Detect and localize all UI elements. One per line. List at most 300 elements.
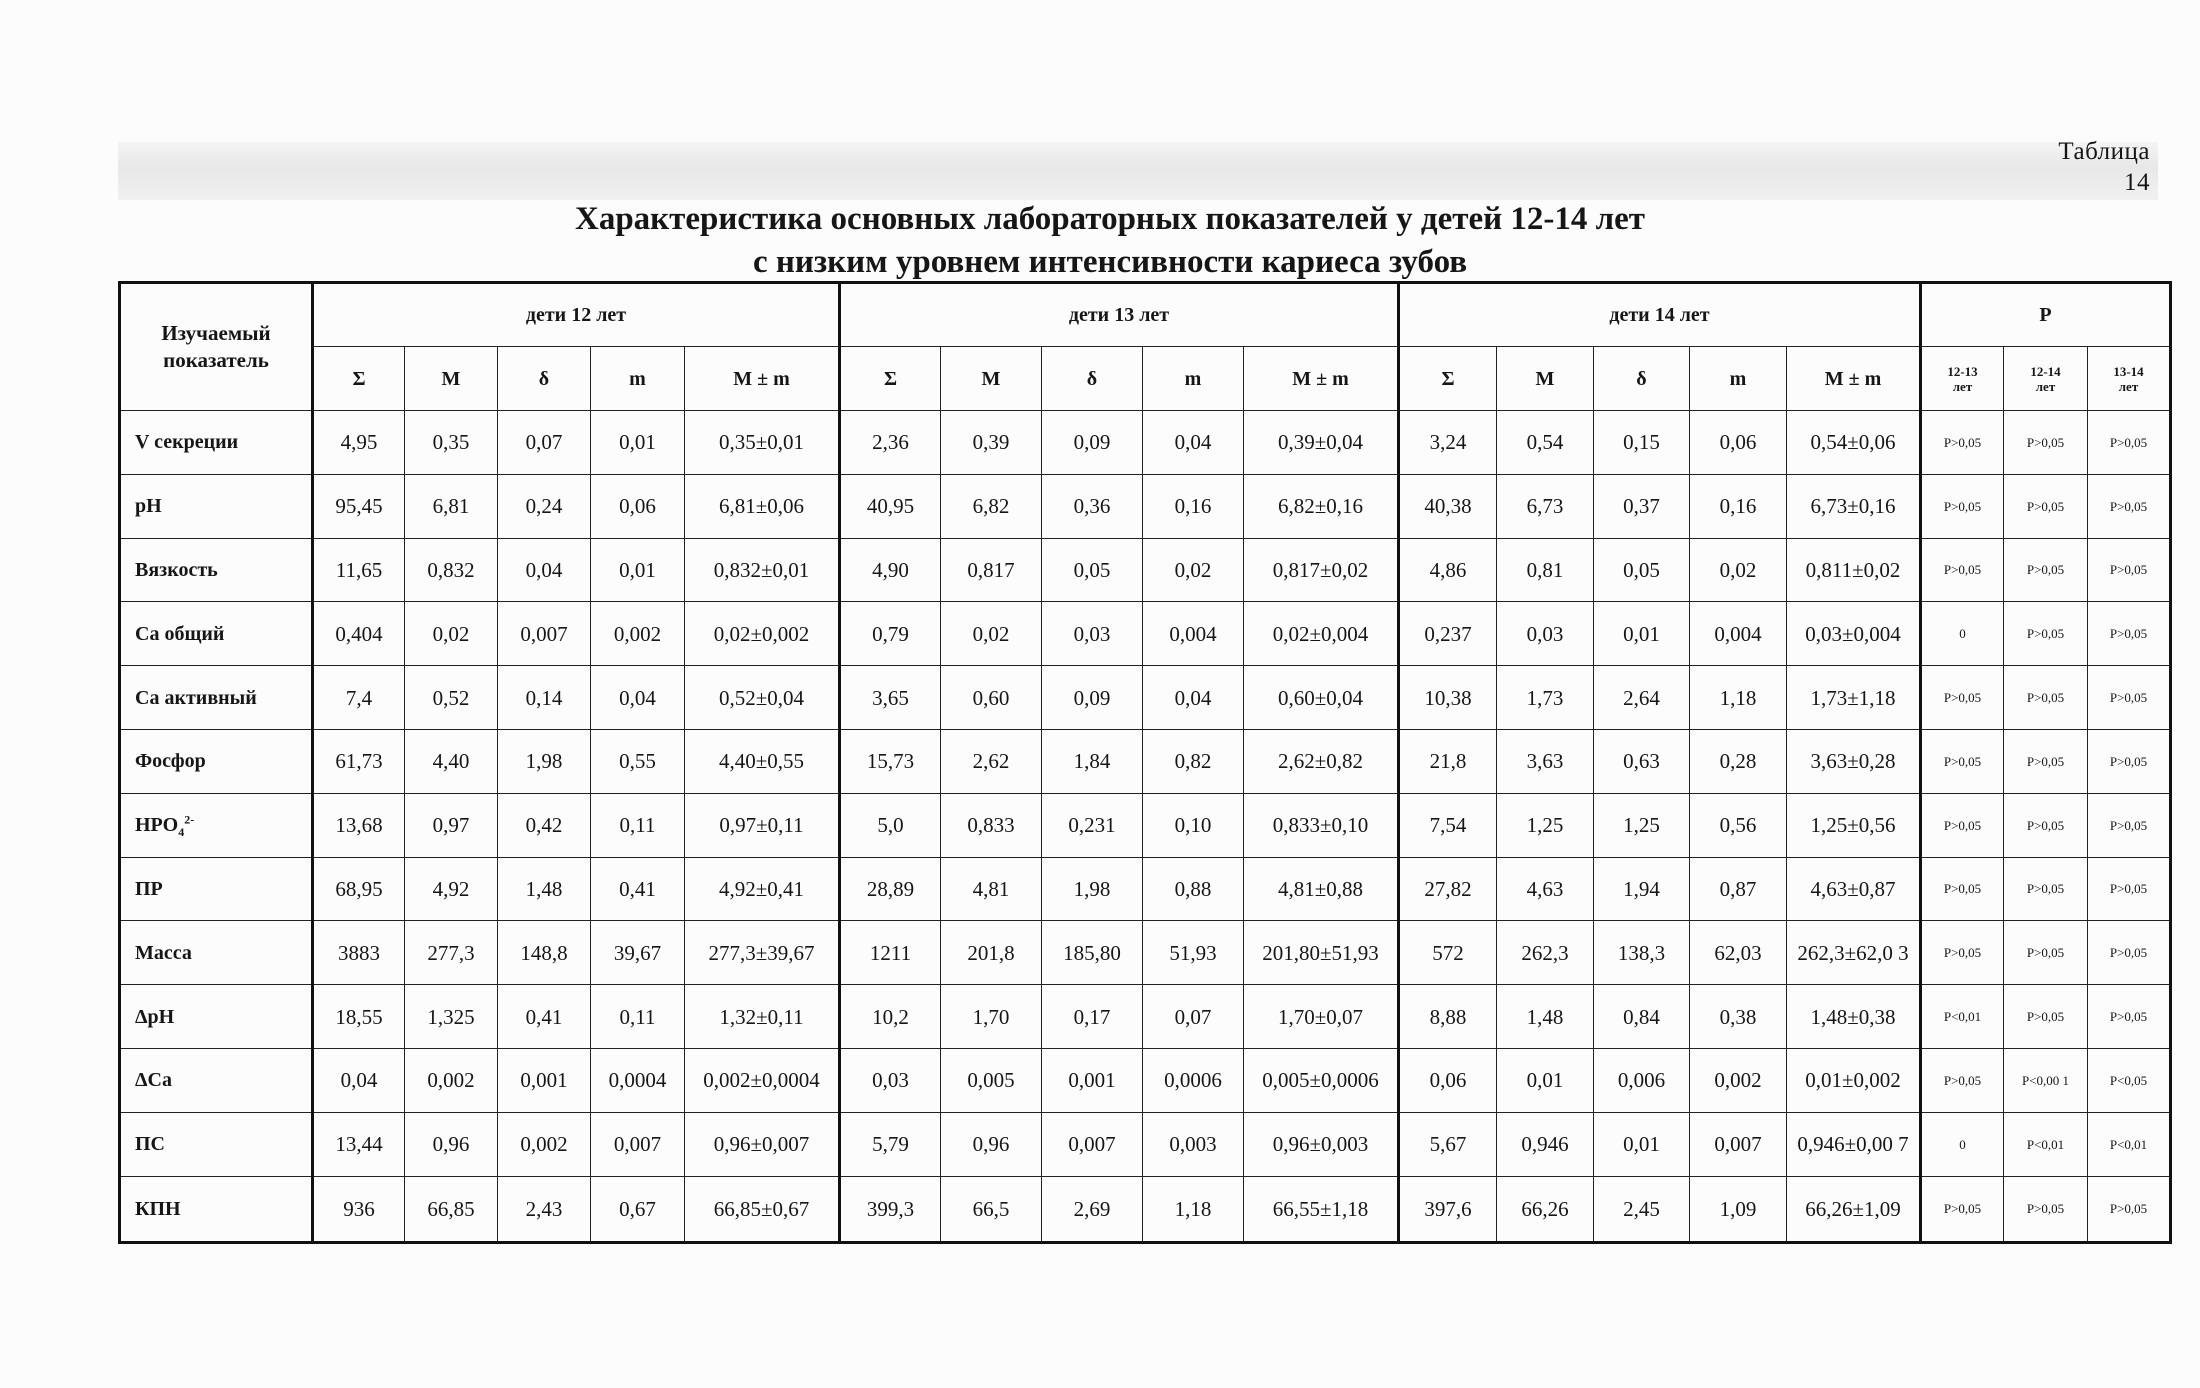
cell-p-12-13: 0 — [1921, 602, 2004, 666]
cell-age-13-m: 0,16 — [1143, 474, 1244, 538]
cell-age-14-sum: 5,67 — [1399, 1112, 1497, 1176]
row-indicator-name: ΔСа — [120, 1048, 313, 1112]
cell-age-13-mean: 0,005 — [941, 1048, 1042, 1112]
cell-p-12-14: P>0,05 — [2004, 857, 2088, 921]
cell-p-12-14: P>0,05 — [2004, 666, 2088, 730]
cell-age-12-m: 0,11 — [591, 985, 685, 1049]
cell-age-12-sum: 13,44 — [313, 1112, 405, 1176]
cell-age-12-sum: 13,68 — [313, 793, 405, 857]
cell-age-14-mean: 3,63 — [1497, 729, 1594, 793]
cell-age-12-mean: 6,81 — [405, 474, 498, 538]
cell-age-14-sum: 0,237 — [1399, 602, 1497, 666]
cell-age-12-sum: 936 — [313, 1176, 405, 1242]
table-row — [120, 602, 2171, 666]
cell-age-14-sd: 0,15 — [1594, 411, 1690, 475]
cell-p-12-14: P>0,05 — [2004, 474, 2088, 538]
cell-age-13-mpm: 4,81±0,88 — [1244, 857, 1399, 921]
header-row-groups — [120, 283, 2171, 347]
cell-age-12-m: 0,41 — [591, 857, 685, 921]
cell-age-12-mean: 0,97 — [405, 793, 498, 857]
cell-p-13-14: P>0,05 — [2088, 729, 2171, 793]
cell-age-12-mpm: 1,32±0,11 — [685, 985, 840, 1049]
cell-age-13-sd: 0,03 — [1042, 602, 1143, 666]
cell-age-14-mean: 0,01 — [1497, 1048, 1594, 1112]
cell-age-13-mpm: 0,39±0,04 — [1244, 411, 1399, 475]
cell-age-12-sum: 18,55 — [313, 985, 405, 1049]
cell-p-12-13: P>0,05 — [1921, 793, 2004, 857]
cell-age-14-mean: 0,81 — [1497, 538, 1594, 602]
cell-age-13-m: 0,04 — [1143, 666, 1244, 730]
header-stat-sum: Σ — [840, 347, 941, 411]
cell-age-14-mean: 262,3 — [1497, 921, 1594, 985]
table-row — [120, 474, 2171, 538]
cell-age-14-mpm: 262,3±62,0 3 — [1787, 921, 1921, 985]
cell-age-13-sum: 4,90 — [840, 538, 941, 602]
cell-age-14-mpm: 3,63±0,28 — [1787, 729, 1921, 793]
cell-age-12-mean: 0,002 — [405, 1048, 498, 1112]
cell-age-12-mpm: 4,40±0,55 — [685, 729, 840, 793]
cell-age-12-sum: 0,04 — [313, 1048, 405, 1112]
cell-age-14-m: 0,38 — [1690, 985, 1787, 1049]
header-stat-mean: М — [405, 347, 498, 411]
cell-p-12-14: P>0,05 — [2004, 1176, 2088, 1242]
header-p-12-14-range: 12-14 — [2030, 363, 2061, 379]
cell-p-13-14: P>0,05 — [2088, 985, 2171, 1049]
header-p-13-14-range: 13-14 — [2113, 363, 2144, 379]
header-group-p: Р — [1921, 283, 2171, 347]
cell-age-14-m: 0,007 — [1690, 1112, 1787, 1176]
cell-p-12-13: P>0,05 — [1921, 1048, 2004, 1112]
cell-age-13-mpm: 2,62±0,82 — [1244, 729, 1399, 793]
cell-age-12-sd: 0,14 — [498, 666, 591, 730]
cell-age-12-mpm: 6,81±0,06 — [685, 474, 840, 538]
cell-age-13-sum: 15,73 — [840, 729, 941, 793]
row-indicator-name: Са общий — [120, 602, 313, 666]
cell-age-12-mpm: 277,3±39,67 — [685, 921, 840, 985]
cell-age-14-sd: 0,01 — [1594, 602, 1690, 666]
cell-age-12-sd: 1,98 — [498, 729, 591, 793]
cell-age-13-sd: 0,09 — [1042, 411, 1143, 475]
table-row — [120, 666, 2171, 730]
cell-age-12-m: 0,01 — [591, 411, 685, 475]
table-row — [120, 729, 2171, 793]
cell-age-14-mpm: 1,73±1,18 — [1787, 666, 1921, 730]
row-indicator-name: Фосфор — [120, 729, 313, 793]
header-stat-mpm: М ± m — [1787, 347, 1921, 411]
cell-age-13-sd: 185,80 — [1042, 921, 1143, 985]
table-row — [120, 921, 2171, 985]
header-row-stats — [120, 347, 2171, 411]
cell-age-13-m: 0,82 — [1143, 729, 1244, 793]
cell-p-12-14: P>0,05 — [2004, 602, 2088, 666]
cell-age-12-sum: 95,45 — [313, 474, 405, 538]
header-group-13: дети 13 лет — [840, 283, 1399, 347]
document-title — [0, 198, 2200, 284]
row-indicator-name: КПН — [120, 1176, 313, 1242]
cell-age-13-m: 0,004 — [1143, 602, 1244, 666]
cell-p-13-14: P>0,05 — [2088, 793, 2171, 857]
header-p-years: лет — [2035, 378, 2056, 394]
cell-age-13-sum: 40,95 — [840, 474, 941, 538]
cell-age-13-sd: 0,001 — [1042, 1048, 1143, 1112]
header-p-13-14 — [2088, 347, 2171, 411]
cell-age-12-sum: 4,95 — [313, 411, 405, 475]
cell-age-14-mean: 0,946 — [1497, 1112, 1594, 1176]
table-row — [120, 857, 2171, 921]
header-stat-mpm: М ± m — [1244, 347, 1399, 411]
header-stat-sd: δ — [1594, 347, 1690, 411]
cell-age-14-sd: 1,25 — [1594, 793, 1690, 857]
cell-age-14-mpm: 0,03±0,004 — [1787, 602, 1921, 666]
header-p-12-13-range: 12-13 — [1947, 363, 1978, 379]
cell-age-14-sd: 0,01 — [1594, 1112, 1690, 1176]
cell-age-12-mpm: 0,002±0,0004 — [685, 1048, 840, 1112]
cell-age-13-sd: 1,98 — [1042, 857, 1143, 921]
title-line-1: Характеристика основных лабораторных показателей у детей 12-14 лет — [574, 201, 1646, 237]
header-stat-mpm: М ± m — [685, 347, 840, 411]
cell-age-14-sd: 0,05 — [1594, 538, 1690, 602]
cell-age-13-mean: 66,5 — [941, 1176, 1042, 1242]
cell-p-13-14: P>0,05 — [2088, 857, 2171, 921]
cell-age-12-mean: 0,35 — [405, 411, 498, 475]
cell-age-12-mpm: 0,96±0,007 — [685, 1112, 840, 1176]
cell-age-14-m: 0,28 — [1690, 729, 1787, 793]
cell-age-14-sum: 7,54 — [1399, 793, 1497, 857]
cell-age-12-m: 0,04 — [591, 666, 685, 730]
cell-age-14-sd: 138,3 — [1594, 921, 1690, 985]
cell-age-14-sum: 572 — [1399, 921, 1497, 985]
cell-age-12-m: 0,007 — [591, 1112, 685, 1176]
cell-age-14-sd: 0,006 — [1594, 1048, 1690, 1112]
cell-age-13-mpm: 201,80±51,93 — [1244, 921, 1399, 985]
cell-age-12-mpm: 0,832±0,01 — [685, 538, 840, 602]
cell-p-12-13: 0 — [1921, 1112, 2004, 1176]
cell-age-12-mean: 0,02 — [405, 602, 498, 666]
cell-age-12-sd: 1,48 — [498, 857, 591, 921]
cell-p-13-14: P>0,05 — [2088, 474, 2171, 538]
cell-age-12-mean: 0,52 — [405, 666, 498, 730]
cell-age-13-sd: 2,69 — [1042, 1176, 1143, 1242]
header-stat-sd: δ — [498, 347, 591, 411]
cell-age-12-m: 0,11 — [591, 793, 685, 857]
cell-age-13-sum: 28,89 — [840, 857, 941, 921]
cell-age-12-mean: 4,92 — [405, 857, 498, 921]
cell-p-12-14: P>0,05 — [2004, 411, 2088, 475]
cell-age-12-m: 0,06 — [591, 474, 685, 538]
cell-age-13-mpm: 0,60±0,04 — [1244, 666, 1399, 730]
cell-age-13-sd: 0,007 — [1042, 1112, 1143, 1176]
cell-age-14-mean: 0,03 — [1497, 602, 1594, 666]
cell-age-14-m: 0,002 — [1690, 1048, 1787, 1112]
cell-age-12-mpm: 4,92±0,41 — [685, 857, 840, 921]
cell-age-13-sum: 399,3 — [840, 1176, 941, 1242]
cell-age-14-sum: 27,82 — [1399, 857, 1497, 921]
cell-age-14-mpm: 6,73±0,16 — [1787, 474, 1921, 538]
cell-age-13-sd: 0,09 — [1042, 666, 1143, 730]
cell-age-14-m: 1,18 — [1690, 666, 1787, 730]
cell-age-14-sum: 397,6 — [1399, 1176, 1497, 1242]
cell-age-12-sum: 61,73 — [313, 729, 405, 793]
cell-age-13-sum: 0,79 — [840, 602, 941, 666]
cell-age-13-m: 0,003 — [1143, 1112, 1244, 1176]
cell-age-13-m: 0,88 — [1143, 857, 1244, 921]
table-row — [120, 538, 2171, 602]
cell-age-14-sd: 0,37 — [1594, 474, 1690, 538]
cell-age-13-mean: 0,39 — [941, 411, 1042, 475]
indicator-name-base: НРО — [135, 814, 179, 837]
cell-age-13-mean: 1,70 — [941, 985, 1042, 1049]
cell-age-12-m: 0,67 — [591, 1176, 685, 1242]
cell-age-14-mean: 66,26 — [1497, 1176, 1594, 1242]
cell-age-12-m: 0,002 — [591, 602, 685, 666]
cell-p-12-13: P>0,05 — [1921, 921, 2004, 985]
cell-age-13-mpm: 0,96±0,003 — [1244, 1112, 1399, 1176]
cell-age-13-mpm: 0,02±0,004 — [1244, 602, 1399, 666]
cell-p-12-14: P>0,05 — [2004, 985, 2088, 1049]
cell-age-14-m: 0,02 — [1690, 538, 1787, 602]
row-indicator-name: ПС — [120, 1112, 313, 1176]
cell-age-14-sum: 4,86 — [1399, 538, 1497, 602]
row-indicator-name — [120, 793, 313, 857]
cell-age-14-sum: 21,8 — [1399, 729, 1497, 793]
cell-age-12-mean: 0,96 — [405, 1112, 498, 1176]
header-stat-m: m — [1690, 347, 1787, 411]
cell-age-13-sd: 1,84 — [1042, 729, 1143, 793]
cell-p-12-13: P>0,05 — [1921, 538, 2004, 602]
cell-age-13-mpm: 0,005±0,0006 — [1244, 1048, 1399, 1112]
row-indicator-name: V секреции — [120, 411, 313, 475]
cell-age-12-mean: 277,3 — [405, 921, 498, 985]
cell-p-13-14: P>0,05 — [2088, 538, 2171, 602]
table-reference — [2058, 136, 2150, 198]
header-group-12: дети 12 лет — [313, 283, 840, 347]
cell-age-12-m: 0,55 — [591, 729, 685, 793]
cell-age-13-mean: 6,82 — [941, 474, 1042, 538]
cell-age-13-sd: 0,36 — [1042, 474, 1143, 538]
cell-p-12-14: P>0,05 — [2004, 921, 2088, 985]
cell-age-13-sum: 0,03 — [840, 1048, 941, 1112]
cell-age-12-mpm: 0,52±0,04 — [685, 666, 840, 730]
cell-p-12-14: P<0,01 — [2004, 1112, 2088, 1176]
cell-age-12-sd: 0,007 — [498, 602, 591, 666]
cell-p-13-14: P>0,05 — [2088, 602, 2171, 666]
cell-age-14-m: 0,87 — [1690, 857, 1787, 921]
header-stat-mean: М — [1497, 347, 1594, 411]
cell-age-12-sd: 0,001 — [498, 1048, 591, 1112]
cell-age-14-sum: 8,88 — [1399, 985, 1497, 1049]
table-row — [120, 985, 2171, 1049]
cell-p-13-14: P>0,05 — [2088, 411, 2171, 475]
cell-age-14-m: 0,16 — [1690, 474, 1787, 538]
cell-p-13-14: P>0,05 — [2088, 921, 2171, 985]
cell-age-13-mean: 0,833 — [941, 793, 1042, 857]
table-row — [120, 793, 2171, 857]
cell-age-14-mean: 0,54 — [1497, 411, 1594, 475]
header-p-years: лет — [1952, 378, 1973, 394]
header-stat-sum: Σ — [313, 347, 405, 411]
cell-age-12-m: 39,67 — [591, 921, 685, 985]
cell-age-14-sd: 0,84 — [1594, 985, 1690, 1049]
cell-age-12-sum: 11,65 — [313, 538, 405, 602]
cell-age-12-sd: 0,42 — [498, 793, 591, 857]
cell-p-13-14: P<0,05 — [2088, 1048, 2171, 1112]
cell-p-12-14: P>0,05 — [2004, 729, 2088, 793]
header-stat-mean: М — [941, 347, 1042, 411]
cell-age-14-sd: 2,64 — [1594, 666, 1690, 730]
cell-age-14-m: 0,56 — [1690, 793, 1787, 857]
header-stat-sum: Σ — [1399, 347, 1497, 411]
cell-age-12-mpm: 0,02±0,002 — [685, 602, 840, 666]
cell-age-13-m: 51,93 — [1143, 921, 1244, 985]
cell-p-12-14: P>0,05 — [2004, 793, 2088, 857]
cell-age-12-sd: 0,41 — [498, 985, 591, 1049]
cell-age-14-mpm: 1,48±0,38 — [1787, 985, 1921, 1049]
header-p-12-14 — [2004, 347, 2088, 411]
row-indicator-name: Вязкость — [120, 538, 313, 602]
cell-age-14-mean: 4,63 — [1497, 857, 1594, 921]
cell-p-13-14: P<0,01 — [2088, 1112, 2171, 1176]
cell-age-14-sum: 3,24 — [1399, 411, 1497, 475]
table-label: Таблица — [2058, 138, 2150, 165]
header-stat-m: m — [591, 347, 685, 411]
cell-age-14-mean: 6,73 — [1497, 474, 1594, 538]
cell-p-13-14: P>0,05 — [2088, 1176, 2171, 1242]
cell-age-13-sum: 5,0 — [840, 793, 941, 857]
cell-age-12-mean: 4,40 — [405, 729, 498, 793]
indicator-name-subscript: 4 — [178, 825, 185, 840]
cell-age-13-m: 0,02 — [1143, 538, 1244, 602]
cell-age-14-m: 0,06 — [1690, 411, 1787, 475]
table-row — [120, 411, 2171, 475]
cell-age-13-mpm: 1,70±0,07 — [1244, 985, 1399, 1049]
cell-p-12-13: P>0,05 — [1921, 474, 2004, 538]
cell-p-12-13: P>0,05 — [1921, 411, 2004, 475]
cell-p-12-13: P>0,05 — [1921, 729, 2004, 793]
table-number: 14 — [2124, 169, 2150, 196]
cell-age-14-m: 1,09 — [1690, 1176, 1787, 1242]
cell-age-12-m: 0,0004 — [591, 1048, 685, 1112]
row-indicator-name: Са активный — [120, 666, 313, 730]
cell-age-13-mean: 0,96 — [941, 1112, 1042, 1176]
cell-age-13-mean: 0,02 — [941, 602, 1042, 666]
cell-age-14-sum: 10,38 — [1399, 666, 1497, 730]
cell-age-13-mpm: 0,817±0,02 — [1244, 538, 1399, 602]
cell-age-12-mpm: 0,35±0,01 — [685, 411, 840, 475]
table-row — [120, 1112, 2171, 1176]
table-body — [120, 411, 2171, 1243]
cell-age-14-mean: 1,73 — [1497, 666, 1594, 730]
cell-age-12-m: 0,01 — [591, 538, 685, 602]
cell-age-13-mean: 4,81 — [941, 857, 1042, 921]
cell-age-13-sum: 1211 — [840, 921, 941, 985]
cell-age-14-mpm: 0,811±0,02 — [1787, 538, 1921, 602]
cell-age-13-m: 0,0006 — [1143, 1048, 1244, 1112]
cell-age-12-sd: 2,43 — [498, 1176, 591, 1242]
cell-age-13-sum: 3,65 — [840, 666, 941, 730]
cell-age-13-m: 1,18 — [1143, 1176, 1244, 1242]
cell-age-13-mean: 2,62 — [941, 729, 1042, 793]
table-row — [120, 1176, 2171, 1242]
cell-age-13-sum: 2,36 — [840, 411, 941, 475]
cell-age-13-sd: 0,17 — [1042, 985, 1143, 1049]
cell-age-13-mpm: 66,55±1,18 — [1244, 1176, 1399, 1242]
cell-age-12-sd: 0,24 — [498, 474, 591, 538]
cell-age-14-mpm: 0,54±0,06 — [1787, 411, 1921, 475]
cell-age-13-mean: 0,60 — [941, 666, 1042, 730]
cell-age-14-mean: 1,25 — [1497, 793, 1594, 857]
cell-p-12-14: P<0,00 1 — [2004, 1048, 2088, 1112]
cell-age-14-mpm: 0,946±0,00 7 — [1787, 1112, 1921, 1176]
cell-age-12-sd: 0,07 — [498, 411, 591, 475]
cell-age-13-mpm: 0,833±0,10 — [1244, 793, 1399, 857]
cell-p-13-14: P>0,05 — [2088, 666, 2171, 730]
row-indicator-name: Масса — [120, 921, 313, 985]
cell-age-12-sum: 7,4 — [313, 666, 405, 730]
cell-age-12-sum: 68,95 — [313, 857, 405, 921]
cell-age-13-sum: 5,79 — [840, 1112, 941, 1176]
indicator-name-superscript: 2- — [184, 812, 195, 827]
header-stat-sd: δ — [1042, 347, 1143, 411]
cell-age-13-mean: 201,8 — [941, 921, 1042, 985]
cell-age-12-sd: 148,8 — [498, 921, 591, 985]
cell-age-14-mpm: 1,25±0,56 — [1787, 793, 1921, 857]
cell-age-12-mean: 66,85 — [405, 1176, 498, 1242]
cell-age-14-sum: 40,38 — [1399, 474, 1497, 538]
title-line-2: с низким уровнем интенсивности кариеса зубов — [752, 244, 1468, 280]
cell-age-14-m: 62,03 — [1690, 921, 1787, 985]
cell-age-14-mpm: 4,63±0,87 — [1787, 857, 1921, 921]
cell-age-14-mpm: 0,01±0,002 — [1787, 1048, 1921, 1112]
cell-age-13-sd: 0,05 — [1042, 538, 1143, 602]
cell-age-12-mpm: 0,97±0,11 — [685, 793, 840, 857]
cell-age-13-mean: 0,817 — [941, 538, 1042, 602]
header-indicator: Изучаемый показатель — [120, 283, 313, 411]
cell-p-12-13: P>0,05 — [1921, 857, 2004, 921]
cell-age-12-sd: 0,04 — [498, 538, 591, 602]
header-group-14: дети 14 лет — [1399, 283, 1921, 347]
cell-age-12-mean: 0,832 — [405, 538, 498, 602]
scan-shadow-band — [118, 142, 2158, 200]
header-stat-m: m — [1143, 347, 1244, 411]
header-p-12-13 — [1921, 347, 2004, 411]
table-row — [120, 1048, 2171, 1112]
cell-age-12-sum: 3883 — [313, 921, 405, 985]
cell-age-13-m: 0,04 — [1143, 411, 1244, 475]
header-p-years: лет — [2118, 378, 2139, 394]
cell-age-14-mpm: 66,26±1,09 — [1787, 1176, 1921, 1242]
cell-age-13-m: 0,07 — [1143, 985, 1244, 1049]
row-indicator-name: pH — [120, 474, 313, 538]
cell-p-12-13: P>0,05 — [1921, 666, 2004, 730]
cell-p-12-13: P<0,01 — [1921, 985, 2004, 1049]
cell-age-13-mpm: 6,82±0,16 — [1244, 474, 1399, 538]
lab-indicators-table — [118, 281, 2172, 1244]
cell-p-12-13: P>0,05 — [1921, 1176, 2004, 1242]
cell-age-14-sd: 0,63 — [1594, 729, 1690, 793]
cell-age-13-sd: 0,231 — [1042, 793, 1143, 857]
cell-age-14-sd: 2,45 — [1594, 1176, 1690, 1242]
cell-p-12-14: P>0,05 — [2004, 538, 2088, 602]
cell-age-13-sum: 10,2 — [840, 985, 941, 1049]
row-indicator-name: ПР — [120, 857, 313, 921]
cell-age-12-sd: 0,002 — [498, 1112, 591, 1176]
row-indicator-name: ΔрН — [120, 985, 313, 1049]
cell-age-12-mean: 1,325 — [405, 985, 498, 1049]
cell-age-12-mpm: 66,85±0,67 — [685, 1176, 840, 1242]
cell-age-12-sum: 0,404 — [313, 602, 405, 666]
cell-age-14-m: 0,004 — [1690, 602, 1787, 666]
cell-age-14-mean: 1,48 — [1497, 985, 1594, 1049]
